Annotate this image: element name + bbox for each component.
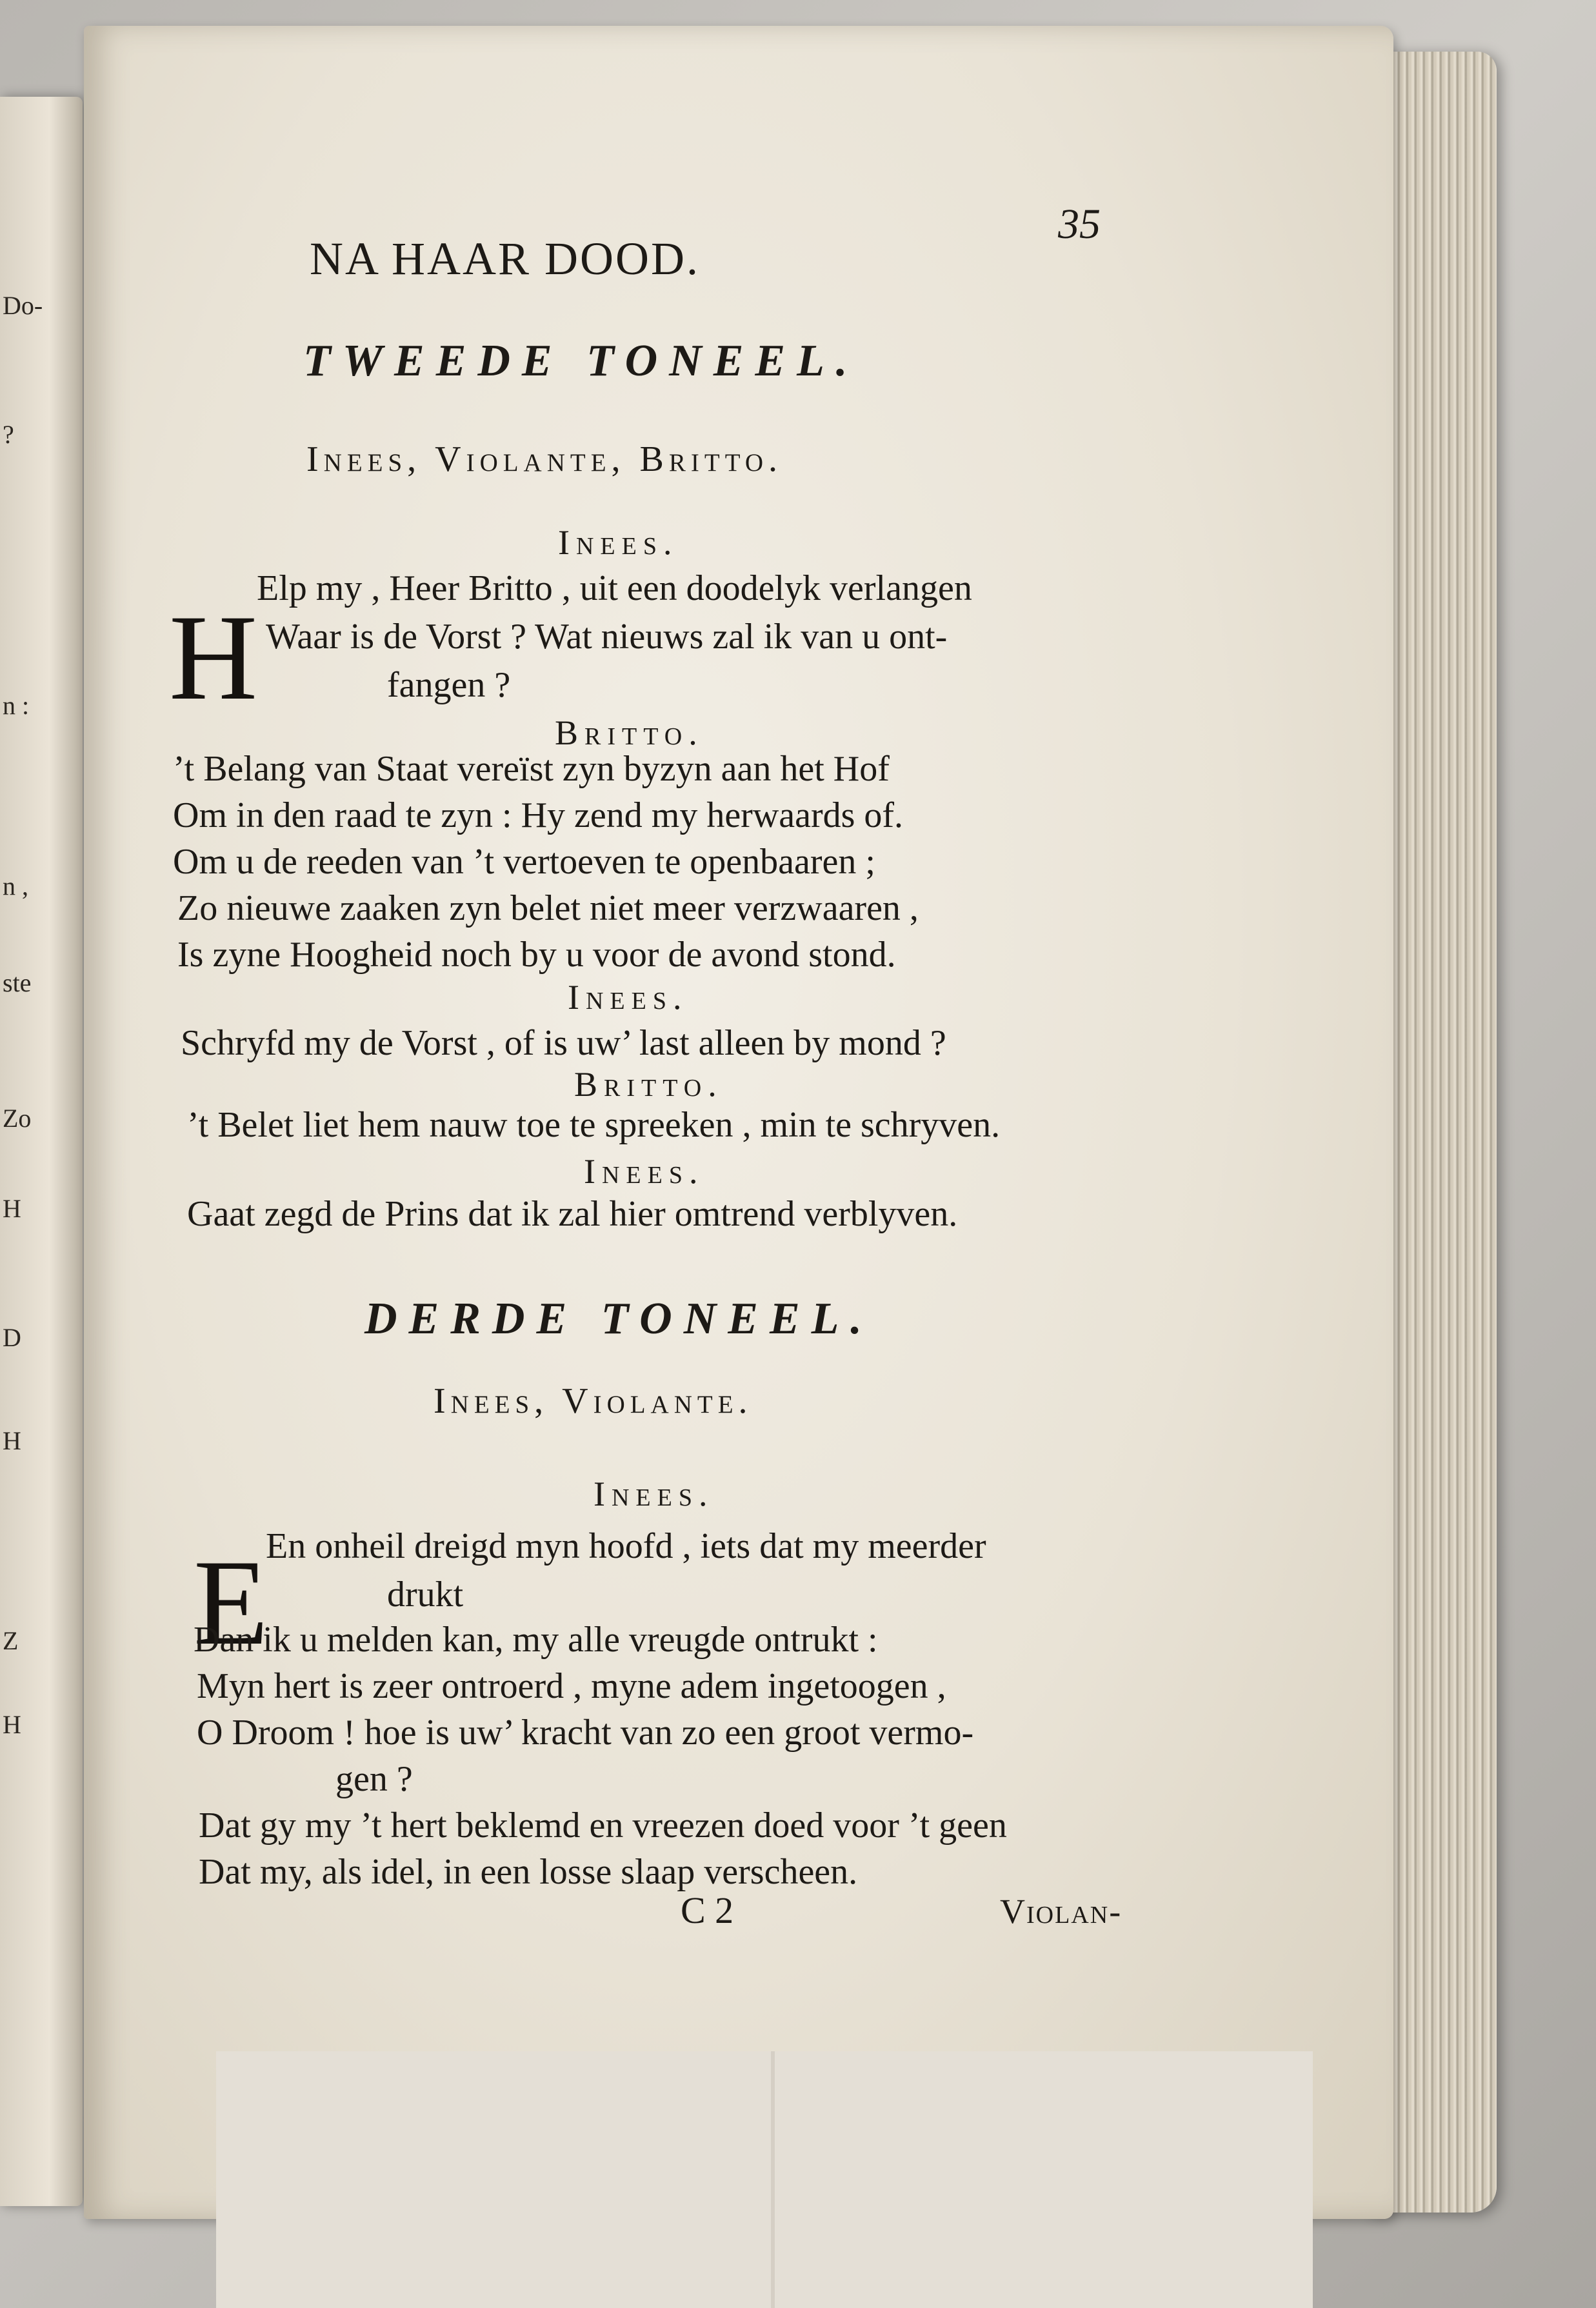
verse-line: Zo nieuwe zaaken zyn belet niet meer verzwaaren , [177,888,919,928]
scene-title-2: TWEEDE TONEEL. [303,336,859,386]
left-page-fragment: ste [3,968,32,997]
verse-line: fangen ? [387,665,511,705]
signature-mark: C 2 [681,1889,734,1931]
verse-line: drukt [387,1575,464,1615]
verse-line: gen ? [335,1759,413,1799]
drop-cap-h: H [169,590,258,726]
verse-line: Waar is de Vorst ? Wat nieuws zal ik van u ont- [266,617,948,657]
left-page-fragment: H [3,1194,21,1223]
drop-cap-e: E [194,1535,269,1671]
left-page-fragment: H [3,1426,21,1455]
speaker-name: Inees. [594,1475,714,1513]
verse-line: Myn hert is zeer ontroerd , myne adem ingetoogen , [197,1666,946,1706]
verse-line: Elp my , Heer Britto , uit een doodelyk verlangen [257,568,972,608]
scene-cast-3: Inees, Violante. [434,1381,753,1421]
verse-line: Schryfd my de Vorst , of is uw’ last alleen by mond ? [181,1023,946,1063]
verse-line: Dat gy my ’t hert beklemd en vreezen doed voor ’t geen [199,1806,1007,1845]
left-page-fragment: D [3,1323,21,1352]
speaker-name: Inees. [558,523,679,562]
left-page-fragment: n , [3,871,28,900]
verse-line: Om u de reeden van ’t vertoeven te openbaaren ; [173,842,875,882]
left-page-fragment: ? [3,420,14,449]
verse-line: Dat my, als idel, in een losse slaap verscheen. [199,1852,858,1892]
speaker-name: Britto. [574,1065,723,1104]
speaker-name: Inees. [568,978,688,1017]
verse-line: O Droom ! hoe is uw’ kracht van zo een groot vermo- [197,1713,974,1753]
verse-line: Om in den raad te zyn : Hy zend my herwaards of. [173,795,904,835]
verse-line: Gaat zegd de Prins dat ik zal hier omtrend verblyven. [187,1194,958,1234]
left-page-fragment: Z [3,1626,19,1655]
verse-line: Dan ik u melden kan, my alle vreugde ontrukt : [194,1620,878,1660]
speaker-name: Britto. [555,713,704,752]
speaker-name: Inees. [584,1152,704,1191]
left-page-fragment: Zo [3,1104,32,1133]
catchword: Violan- [1000,1892,1122,1931]
left-page-fragment: n : [3,691,30,720]
scene-title-3: DERDE TONEEL. [364,1294,873,1344]
verse-line: En onheil dreigd myn hoofd , iets dat my meerder [266,1526,986,1566]
verse-line: ’t Belang van Staat vereïst zyn byzyn aan het Hof [173,749,890,789]
patch-divider [771,2051,775,2308]
verse-line: Is zyne Hoogheid noch by u voor de avond stond. [177,935,896,975]
facing-left-page [0,97,83,2206]
left-page-fragment: H [3,1710,21,1739]
scene-cast-2: Inees, Violante, Britto. [306,439,783,479]
page-number: 35 [1058,201,1101,248]
running-head: NA HAAR DOOD. [310,233,701,284]
left-page-fragment: Do- [3,291,43,320]
verse-line: ’t Belet liet hem nauw toe te spreeken , min te schryven. [187,1105,1001,1145]
cover-patch [216,2051,1313,2308]
